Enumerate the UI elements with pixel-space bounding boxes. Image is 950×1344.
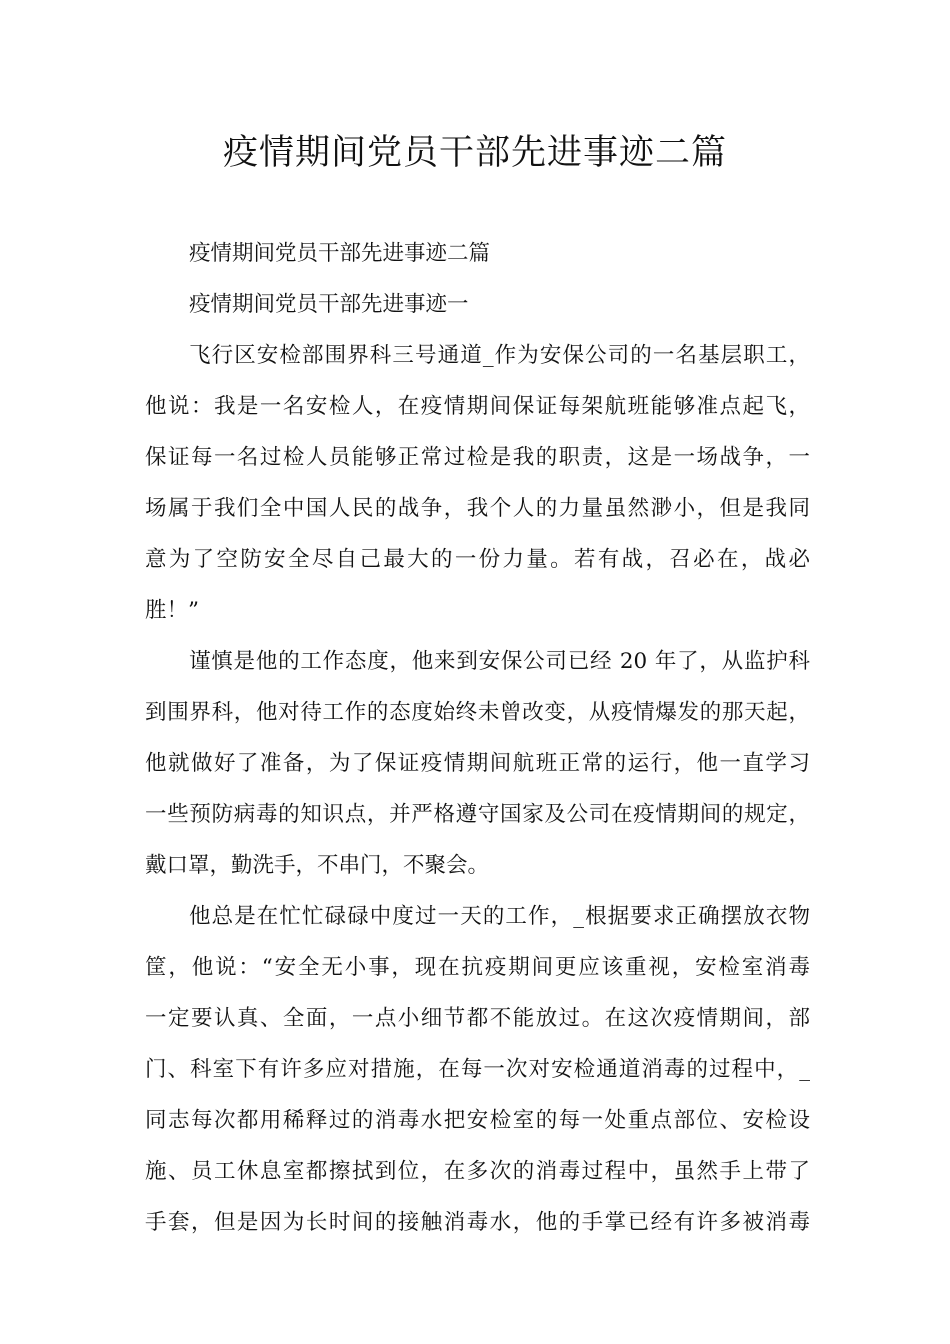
paragraph-line: 他就做好了准备，为了保证疫情期间航班正常的运行，他一直学习 bbox=[145, 751, 810, 776]
document-title: 疫情期间党员干部先进事迹二篇 bbox=[222, 133, 727, 173]
paragraph-line: 疫情期间党员干部先进事迹一 bbox=[189, 292, 469, 317]
paragraph bbox=[145, 636, 810, 891]
paragraph-line: 飞行区安检部围界科三号通道_作为安保公司的一名基层职工， bbox=[189, 343, 810, 368]
paragraph-line: 戴口罩，勤洗手，不串门，不聚会。 bbox=[145, 853, 490, 878]
paragraph-line: 疫情期间党员干部先进事迹二篇 bbox=[189, 241, 491, 266]
paragraph bbox=[145, 228, 810, 279]
paragraph-line: 他说：我是一名安检人，在疫情期间保证每架航班能够准点起飞， bbox=[145, 394, 810, 419]
paragraph-line: 他总是在忙忙碌碌中度过一天的工作，_根据要求正确摆放衣物 bbox=[189, 904, 810, 929]
paragraph-line: 同志每次都用稀释过的消毒水把安检室的每一处重点部位、安检设 bbox=[145, 1108, 810, 1133]
paragraph-line: 意为了空防安全尽自己最大的一份力量。若有战，召必在，战必 bbox=[145, 547, 810, 572]
paragraph bbox=[145, 330, 810, 636]
paragraph-line: 一定要认真、全面，一点小细节都不能放过。在这次疫情期间，部 bbox=[145, 1006, 810, 1031]
paragraph-line: 保证每一名过检人员能够正常过检是我的职责，这是一场战争，一 bbox=[145, 445, 810, 470]
paragraph-line: 胜！” bbox=[145, 598, 199, 623]
paragraph-line: 筐，他说：“安全无小事，现在抗疫期间更应该重视，安检室消毒 bbox=[145, 955, 810, 980]
paragraph-line: 施、员工休息室都擦拭到位，在多次的消毒过程中，虽然手上带了 bbox=[145, 1159, 810, 1184]
paragraph-line: 门、科室下有许多应对措施，在每一次对安检通道消毒的过程中，_ bbox=[145, 1057, 810, 1082]
document-body bbox=[145, 228, 810, 1248]
paragraph-line: 谨慎是他的工作态度，他来到安保公司已经 20 年了，从监护科 bbox=[189, 649, 810, 674]
paragraph-line: 到围界科，他对待工作的态度始终未曾改变，从疫情爆发的那天起， bbox=[145, 700, 810, 725]
paragraph-line: 一些预防病毒的知识点，并严格遵守国家及公司在疫情期间的规定， bbox=[145, 802, 810, 827]
paragraph-line: 手套，但是因为长时间的接触消毒水，他的手掌已经有许多被消毒 bbox=[145, 1210, 810, 1235]
paragraph bbox=[145, 279, 810, 330]
paragraph bbox=[145, 891, 810, 1248]
paragraph-line: 场属于我们全中国人民的战争，我个人的力量虽然渺小，但是我同 bbox=[145, 496, 810, 521]
